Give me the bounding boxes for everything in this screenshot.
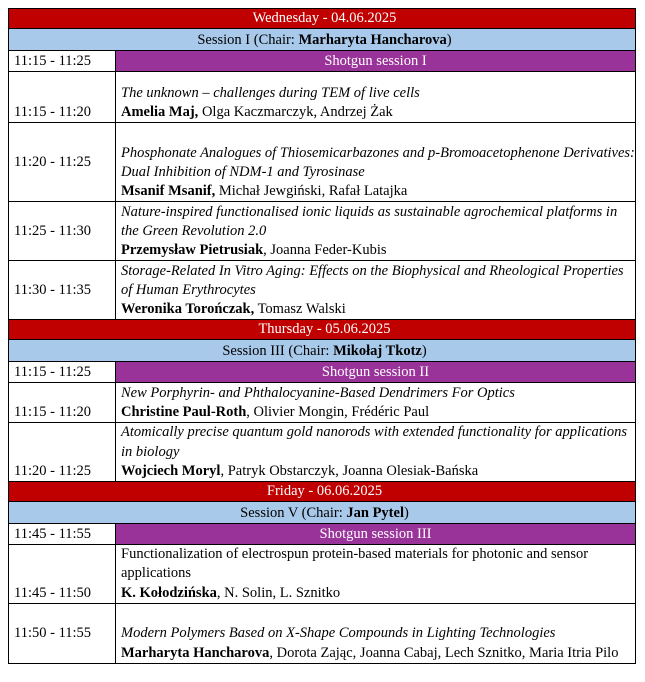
talk-title: Nature-inspired functionalised ionic liquids as sustainable agrochemical platforms in the Green Revolution 2.0	[121, 203, 618, 239]
day-header: Friday - 06.06.2025	[9, 482, 636, 502]
shotgun-time: 11:15 - 11:25	[9, 362, 116, 383]
shotgun-time: 11:45 - 11:55	[9, 524, 116, 545]
talk-presenter: K. Kołodzińska	[121, 584, 217, 601]
session-header-row	[9, 340, 636, 362]
session-close: )	[421, 343, 427, 360]
schedule-table	[8, 8, 636, 664]
session-close: )	[403, 505, 409, 522]
talk-cell	[116, 123, 636, 202]
talk-row	[9, 261, 636, 320]
talk-row	[9, 383, 636, 423]
talk-row	[9, 123, 636, 202]
session-header	[9, 29, 636, 51]
talk-authors	[121, 182, 635, 201]
talk-presenter: Marharyta Hancharova	[121, 644, 270, 661]
talk-authors	[121, 300, 635, 319]
day-header: Wednesday - 04.06.2025	[9, 9, 636, 29]
talk-row	[9, 545, 636, 604]
session-label: Session I (Chair:	[197, 32, 299, 48]
talk-time: 11:45 - 11:50	[9, 545, 116, 604]
talk-time: 11:30 - 11:35	[9, 261, 116, 320]
talk-title: Phosphonate Analogues of Thiosemicarbazones and p-Bromoacetophenone Derivatives: Dual Inhibition of NDM-1 and Tyrosinase	[121, 144, 635, 180]
talk-coauthors: , Joanna Feder-Kubis	[263, 242, 387, 258]
shotgun-label: Shotgun session III	[116, 524, 636, 545]
session-header-row	[9, 29, 636, 51]
talk-cell	[116, 383, 636, 423]
shotgun-row	[9, 51, 636, 72]
session-label: Session III (Chair:	[222, 343, 334, 360]
day-header-row	[9, 482, 636, 502]
talk-time: 11:50 - 11:55	[9, 603, 116, 663]
talk-coauthors: Tomasz Walski	[254, 301, 346, 317]
session-label: Session V (Chair:	[240, 505, 347, 522]
talk-coauthors: , Dorota Zając, Joanna Cabaj, Lech Sznitko, Maria Itria Pilo	[269, 644, 619, 661]
shotgun-label: Shotgun session I	[116, 51, 636, 72]
talk-presenter: Przemysław Pietrusiak	[121, 242, 264, 258]
talk-title: Modern Polymers Based on X-Shape Compounds in Lighting Technologies	[121, 625, 556, 642]
talk-authors	[121, 644, 635, 663]
talk-time: 11:15 - 11:20	[9, 72, 116, 123]
talk-row	[9, 603, 636, 663]
talk-cell	[116, 202, 636, 261]
talk-coauthors: , N. Solin, L. Sznitko	[216, 584, 341, 601]
day-header-row	[9, 320, 636, 340]
talk-title: Storage-Related In Vitro Aging: Effects on the Biophysical and Rheological Properties of Human Erythrocytes	[121, 262, 624, 298]
talk-title: The unknown – challenges during TEM of live cells	[121, 84, 420, 101]
talk-cell	[116, 545, 636, 604]
talk-cell	[116, 72, 636, 123]
talk-time: 11:25 - 11:30	[9, 202, 116, 261]
talk-coauthors: Michał Jewgiński, Rafał Latajka	[215, 183, 408, 199]
shotgun-label: Shotgun session II	[116, 362, 636, 383]
talk-authors	[121, 462, 635, 481]
talk-row	[9, 72, 636, 123]
session-chair: Jan Pytel	[346, 505, 404, 522]
talk-title: New Porphyrin- and Phthalocyanine-Based Dendrimers For Optics	[121, 385, 515, 401]
session-chair: Mikołaj Tkotz	[333, 343, 422, 360]
talk-presenter: Msanif Msanif,	[121, 183, 216, 199]
day-header: Thursday - 05.06.2025	[9, 320, 636, 340]
talk-title: Functionalization of electrospun protein-based materials for photonic and sensor applications	[121, 546, 589, 582]
shotgun-time: 11:15 - 11:25	[9, 51, 116, 72]
day-header-row	[9, 9, 636, 29]
session-close: )	[446, 32, 452, 48]
session-header	[9, 340, 636, 362]
talk-time: 11:20 - 11:25	[9, 423, 116, 482]
talk-presenter: Weronika Torończak,	[121, 301, 255, 317]
talk-coauthors: , Olivier Mongin, Frédéric Paul	[246, 404, 430, 421]
talk-authors	[121, 103, 635, 122]
shotgun-row	[9, 362, 636, 383]
session-chair: Marharyta Hancharova	[298, 32, 447, 48]
session-header-row	[9, 502, 636, 524]
talk-coauthors: Olga Kaczmarczyk, Andrzej Żak	[198, 104, 393, 120]
talk-coauthors: , Patryk Obstarczyk, Joanna Olesiak-Bańska	[220, 462, 479, 479]
talk-presenter: Amelia Maj,	[121, 104, 199, 120]
talk-row	[9, 423, 636, 482]
talk-presenter: Wojciech Moryl	[121, 462, 221, 479]
talk-time: 11:20 - 11:25	[9, 123, 116, 202]
talk-cell	[116, 423, 636, 482]
talk-title: Atomically precise quantum gold nanorods with extended functionality for applications in biology	[121, 424, 627, 460]
talk-presenter: Christine Paul-Roth	[121, 404, 247, 421]
shotgun-row	[9, 524, 636, 545]
talk-cell	[116, 603, 636, 663]
talk-authors	[121, 584, 635, 603]
talk-authors	[121, 241, 635, 260]
talk-row	[9, 202, 636, 261]
session-header	[9, 502, 636, 524]
talk-cell	[116, 261, 636, 320]
talk-time: 11:15 - 11:20	[9, 383, 116, 423]
talk-authors	[121, 403, 635, 422]
